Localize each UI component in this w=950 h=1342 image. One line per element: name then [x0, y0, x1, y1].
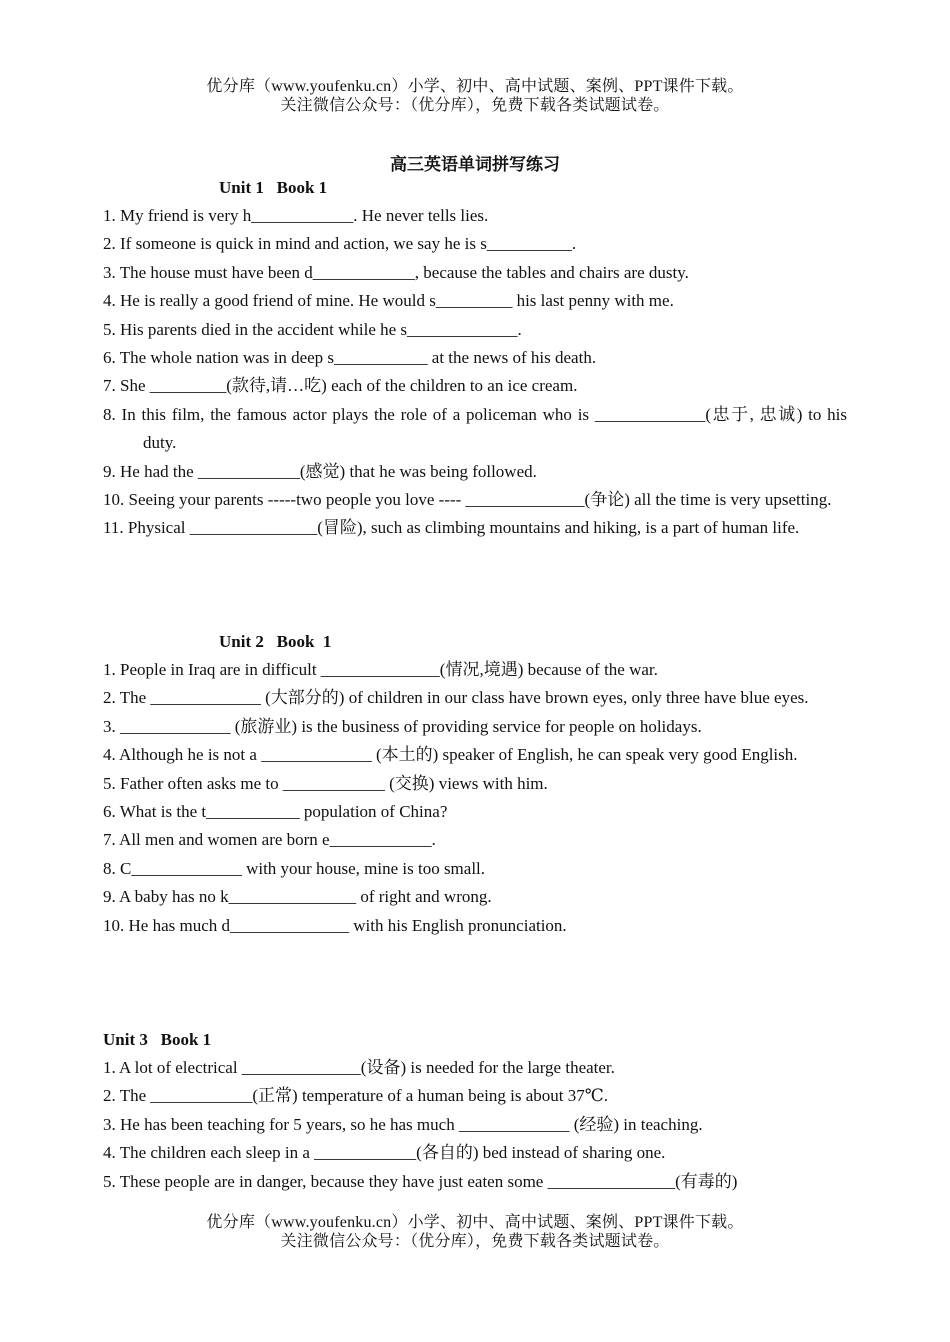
- unit-2-question-9: 9. A baby has no k_______________ of right and wrong.: [103, 887, 492, 907]
- unit-2-heading: Unit 2 Book 1: [219, 632, 332, 651]
- unit-3-heading: Unit 3 Book 1: [103, 1030, 212, 1049]
- unit-2-question-8: 8. C_____________ with your house, mine is too small.: [103, 858, 486, 878]
- page-title: 高三英语单词拼写练习: [390, 155, 560, 174]
- unit-1-question-5: 5. His parents died in the accident while he s_____________.: [103, 319, 522, 339]
- unit-1-question-1: 1. My friend is very h____________. He never tells lies.: [103, 206, 489, 225]
- page-footer: [0, 1213, 950, 1251]
- page-header: [0, 77, 950, 115]
- unit-3-question-2: 2. The ____________(正常) temperature of a human being is about 37℃.: [103, 1086, 608, 1106]
- unit-2-section: [103, 628, 847, 940]
- unit-3-question-1: 1. A lot of electrical ______________(设备) is needed for the large theater.: [103, 1058, 615, 1077]
- unit-2-question-4: 4. Although he is not a _____________ (本土的) speaker of English, he can speak very good English.: [103, 745, 798, 765]
- unit-1-question-11: 11. Physical _______________(冒险), such as climbing mountains and hiking, is a part of human life.: [103, 518, 800, 538]
- unit-1-heading: Unit 1 Book 1: [219, 178, 328, 197]
- unit-2-question-5: 5. Father often asks me to ____________ (交换) views with him.: [103, 773, 548, 793]
- unit-1-question-8: 8. In this film, the famous actor plays the role of a policeman who is _____________(忠于, 忠诚) to his duty.: [103, 404, 847, 453]
- unit-3-section: [103, 1026, 847, 1196]
- unit-3-question-4: 4. The children each sleep in a ____________(各自的) bed instead of sharing one.: [103, 1143, 666, 1163]
- unit-1-section: [103, 174, 847, 543]
- unit-2-question-3: 3. _____________ (旅游业) is the business of providing service for people on holidays.: [103, 716, 702, 736]
- footer-line-1: 优分库（www.youfenku.cn）小学、初中、高中试题、案例、PPT课件下载。: [206, 1214, 744, 1231]
- header-line-2: 关注微信公众号：（优分库），免费下载各类试题试卷。: [280, 97, 670, 114]
- header-line-1: 优分库（www.youfenku.cn）小学、初中、高中试题、案例、PPT课件下载。: [206, 78, 744, 95]
- unit-1-question-2: 2. If someone is quick in mind and action, we say he is s__________.: [103, 234, 577, 254]
- unit-1-question-9: 9. He had the ____________(感觉) that he was being followed.: [103, 461, 537, 481]
- footer-line-2: 关注微信公众号：（优分库），免费下载各类试题试卷。: [280, 1233, 670, 1250]
- unit-1-question-7: 7. She _________(款待,请…吃) each of the children to an ice cream.: [103, 376, 578, 396]
- unit-3-question-5: 5. These people are in danger, because they have just eaten some _______________(有毒的): [103, 1171, 738, 1191]
- unit-2-question-1: 1. People in Iraq are in difficult ______________(情况,境遇) because of the war.: [103, 660, 658, 679]
- unit-2-question-2: 2. The _____________ (大部分的) of children in our class have brown eyes, only three have blue eyes.: [103, 688, 809, 708]
- unit-1-question-6: 6. The whole nation was in deep s___________ at the news of his death.: [103, 348, 597, 368]
- unit-1-question-10: 10. Seeing your parents -----two people you love ---- ______________(争论) all the time is very upsetting.: [103, 490, 832, 510]
- unit-2-question-10: 10. He has much d______________ with his English pronunciation.: [103, 915, 567, 935]
- unit-2-question-7: 7. All men and women are born e____________.: [103, 830, 436, 850]
- unit-1-question-4: 4. He is really a good friend of mine. He would s_________ his last penny with me.: [103, 291, 674, 311]
- unit-1-question-3: 3. The house must have been d____________, because the tables and chairs are dusty.: [103, 262, 689, 282]
- unit-2-question-6: 6. What is the t___________ population of China?: [103, 802, 448, 822]
- unit-3-question-3: 3. He has been teaching for 5 years, so he has much _____________ (经验) in teaching.: [103, 1114, 703, 1134]
